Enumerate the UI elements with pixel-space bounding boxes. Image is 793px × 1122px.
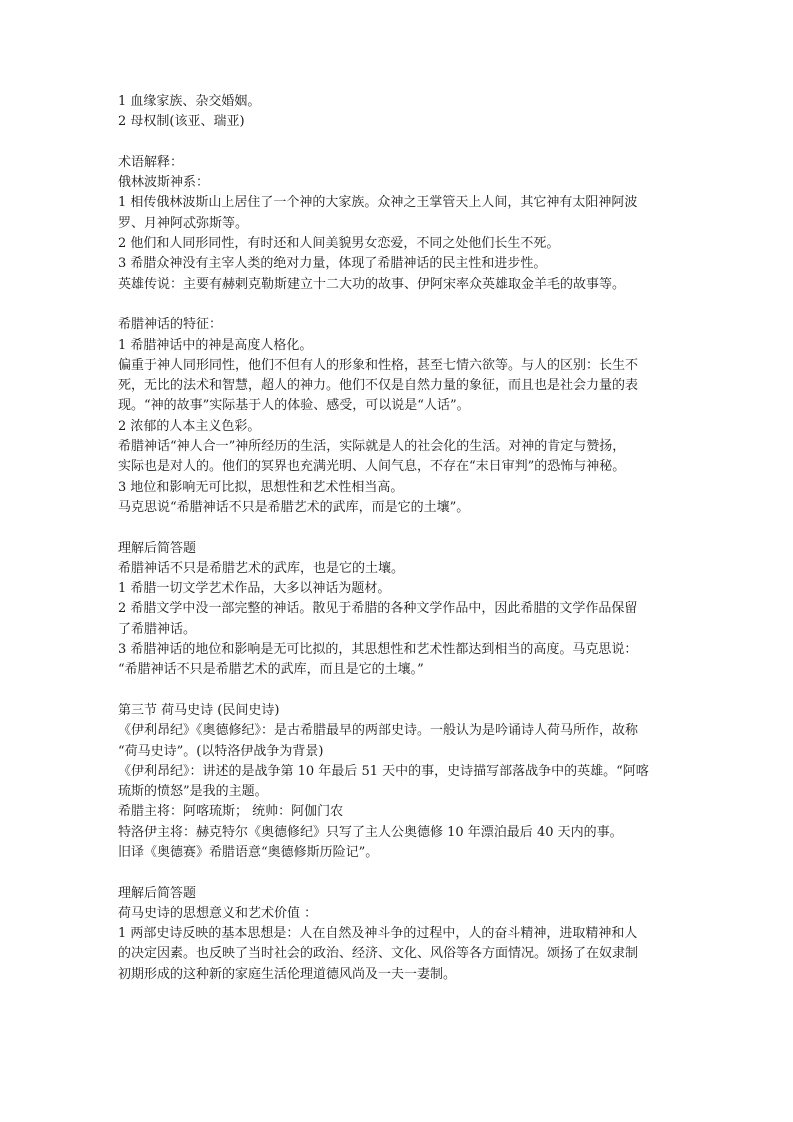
features-line-7: 实际也是对人的。他们的冥界也充满光明、人间气息，不存在“末日审判”的恐怖与神秘。 <box>118 459 626 475</box>
qa2-heading: 理解后简答题 <box>118 885 197 901</box>
qa1-line-3: 2 希腊文学中没一部完整的神话。散见于希腊的各种文学作品中，因此希腊的文学作品保留 <box>118 601 638 617</box>
section3-line-7: 旧译《奥德赛》希腊语意“奥德修斯历险记”。 <box>118 844 379 860</box>
section3-line-6: 特洛伊主将：赫克特尔《奥德修纪》只写了主人公奥德修 10 年漂泊最后 40 天内的事。 <box>118 824 623 840</box>
qa2-line-3: 初期形成的这种新的家庭生活伦理道德风尚及一夫一妻制。 <box>118 966 457 982</box>
features-line-5: 2 浓郁的人本主义色彩。 <box>118 418 261 434</box>
terms-line-2: 罗、月神阿忒弥斯等。 <box>118 215 249 231</box>
features-heading: 希腊神话的特征： <box>118 317 223 333</box>
qa1-line-6: “希腊神话不只是希腊艺术的武库，而且是它的土壤。” <box>118 662 424 678</box>
spacer <box>118 518 688 538</box>
section3-line-1: 《伊利昂纪》《奥德修纪》：是古希腊最早的两部史诗。一般认为是吟诵诗人荷马所作，故称 <box>118 723 639 739</box>
terms-line-1: 1 相传俄林波斯山上居住了一个神的大家族。众神之王掌管天上人间，其它神有太阳神阿波 <box>118 195 638 211</box>
document-page <box>118 92 688 985</box>
features-line-3: 死，无比的法术和智慧，超人的神力。他们不仅是自然力量的象征，而且也是社会力量的表 <box>118 378 639 394</box>
intro-line-2: 2 母权制(该亚、瑞亚) <box>118 114 245 130</box>
features-line-6: 希腊神话“神人合一”神所经历的生活，实际就是人的社会化的生活。对神的肯定与赞扬， <box>118 439 626 455</box>
features-line-2: 偏重于神人同形同性，他们不但有人的形象和性格，甚至七情六欲等。与人的区别：长生不 <box>118 357 639 373</box>
qa2-section <box>118 884 688 985</box>
qa1-line-5: 3 希腊神话的地位和影响是无可比拟的，其思想性和艺术性都达到相当的高度。马克思说： <box>118 642 638 658</box>
section3-line-5: 希腊主将：阿喀琉斯； 统帅：阿伽门农 <box>118 804 344 820</box>
section3-heading: 第三节 荷马史诗 (民间史诗) <box>118 702 280 718</box>
spacer <box>118 133 688 153</box>
qa2-line-2: 的决定因素。也反映了当时社会的政治、经济、文化、风俗等各方面情况。颂扬了在奴隶制 <box>118 946 639 962</box>
features-line-4: 现。“神的故事”实际基于人的体验、感受，可以说是“人话”。 <box>118 398 470 414</box>
qa1-line-4: 了希腊神话。 <box>118 621 197 637</box>
features-line-1: 1 希腊神话中的神是高度人格化。 <box>118 337 313 353</box>
section3 <box>118 701 688 863</box>
spacer <box>118 863 688 883</box>
section3-line-3: 《伊利昂纪》：讲述的是战争第 10 年最后 51 天中的事，史诗描写部落战争中的英雄。“阿喀 <box>118 763 649 779</box>
features-section <box>118 315 688 518</box>
qa2-subheading: 荷马史诗的思想意义和艺术价值 ： <box>118 905 318 921</box>
section3-line-2: “荷马史诗”。(以特洛伊战争为背景) <box>118 743 324 759</box>
qa1-line-2: 1 希腊一切文学艺术作品，大多以神话为题材。 <box>118 581 391 597</box>
terms-line-4: 3 希腊众神没有主宰人类的绝对力量，体现了希腊神话的民主性和进步性。 <box>118 256 547 272</box>
terms-section <box>118 153 688 295</box>
qa2-line-1: 1 两部史诗反映的基本思想是：人在自然及神斗争的过程中，人的奋斗精神，进取精神和人 <box>118 926 638 942</box>
qa1-section <box>118 539 688 681</box>
features-line-9: 马克思说“希腊神话不只是希腊艺术的武库，而是它的土壤”。 <box>118 499 470 515</box>
intro-section <box>118 92 688 133</box>
terms-line-5: 英雄传说：主要有赫剌克勒斯建立十二大功的故事、伊阿宋率众英雄取金羊毛的故事等。 <box>118 276 626 292</box>
qa1-line-1: 希腊神话不只是希腊艺术的武库，也是它的土壤。 <box>118 560 405 576</box>
features-line-8: 3 地位和影响无可比拟，思想性和艺术性相当高。 <box>118 479 404 495</box>
terms-heading: 术语解释： <box>118 154 184 170</box>
terms-subheading: 俄林波斯神系： <box>118 175 210 191</box>
terms-line-3: 2 他们和人同形同性，有时还和人间美貌男女恋爱，不同之处他们长生不死。 <box>118 236 560 252</box>
intro-line-1: 1 血缘家族、杂交婚姻。 <box>118 94 261 109</box>
spacer <box>118 681 688 701</box>
spacer <box>118 295 688 315</box>
qa1-heading: 理解后简答题 <box>118 540 197 556</box>
section3-line-4: 琉斯的愤怒”是我的主题。 <box>118 784 268 800</box>
